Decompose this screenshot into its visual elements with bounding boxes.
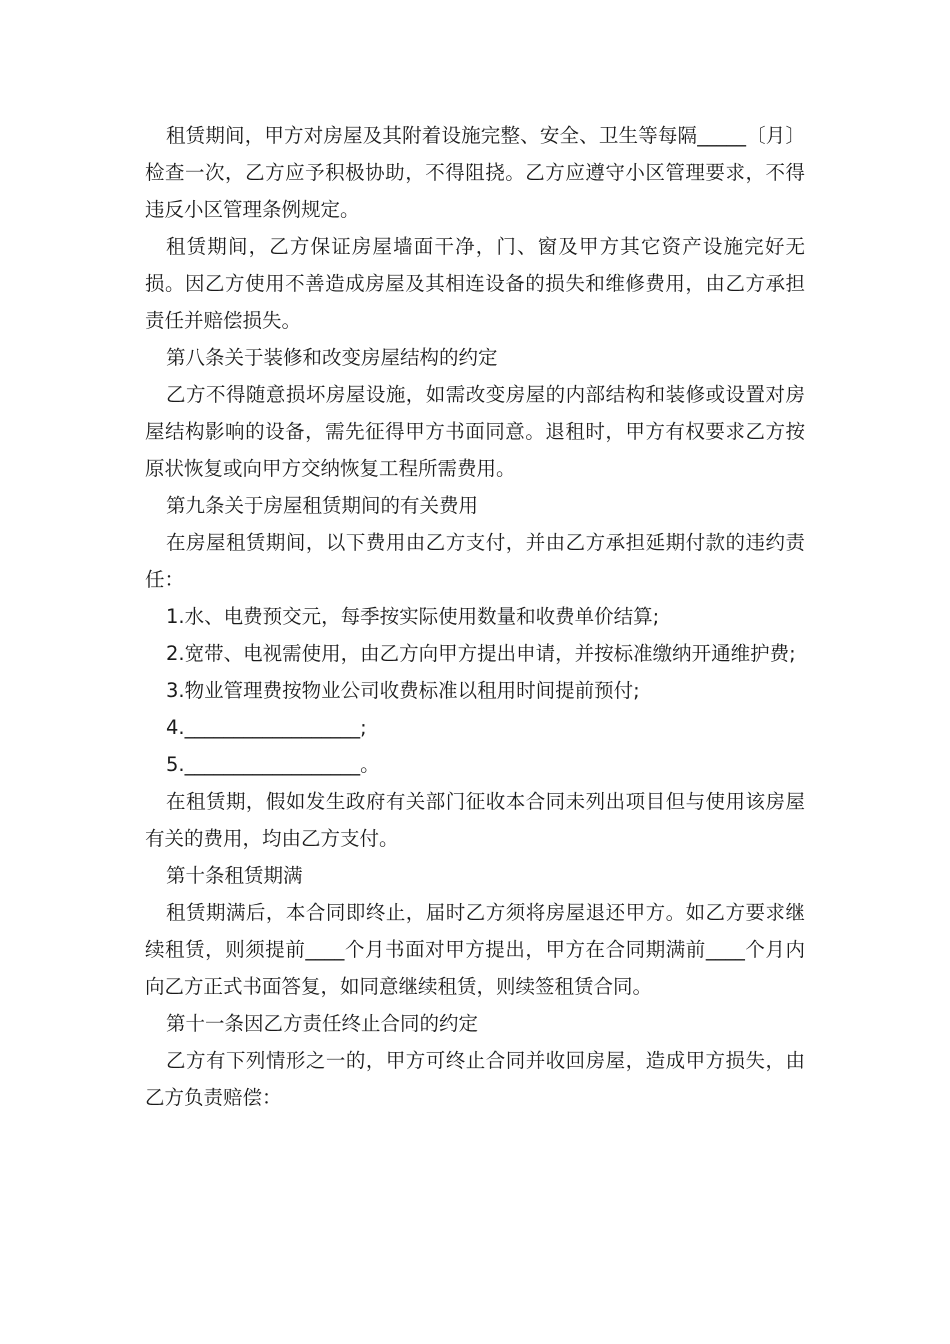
- article-11-heading: 第十一条因乙方责任终止合同的约定: [166, 1012, 479, 1035]
- paragraph-government-fees: 在租赁期，假如发生政府有关部门征收本合同未列出项目但与使用该房屋有关的费用，均由乙方支付。: [145, 790, 805, 850]
- fee-item-2: 2.宽带、电视需使用，由乙方向甲方提出申请，并按标准缴纳开通维护费;: [166, 642, 796, 665]
- document-body: [145, 117, 805, 1116]
- article-10-heading: 第十条租赁期满: [166, 864, 303, 887]
- article-8-heading: 第八条关于装修和改变房屋结构的约定: [166, 346, 498, 369]
- paragraph-termination: 乙方有下列情形之一的，甲方可终止合同并收回房屋，造成甲方损失，由乙方负责赔偿：: [145, 1049, 805, 1109]
- paragraph-renovation: 乙方不得随意损坏房屋设施，如需改变房屋的内部结构和装修或设置对房屋结构影响的设备，需先征得甲方书面同意。退租时，甲方有权要求乙方按原状恢复或向甲方交纳恢复工程所需费用。: [145, 383, 805, 480]
- paragraph-inspection: 租赁期间，甲方对房屋及其附着设施完整、安全、卫生等每隔_____〔月〕检查一次，乙方应予积极协助，不得阻挠。乙方应遵守小区管理要求，不得违反小区管理条例规定。: [145, 124, 805, 221]
- paragraph-maintenance: 租赁期间，乙方保证房屋墙面干净，门、窗及甲方其它资产设施完好无损。因乙方使用不善造成房屋及其相连设备的损失和维修费用，由乙方承担责任并赔偿损失。: [145, 235, 805, 332]
- fee-item-4: 4.__________________;: [166, 716, 367, 739]
- paragraph-fees-intro: 在房屋租赁期间，以下费用由乙方支付，并由乙方承担延期付款的违约责任：: [145, 531, 805, 591]
- paragraph-lease-expiry: 租赁期满后，本合同即终止，届时乙方须将房屋退还甲方。如乙方要求继续租赁，则须提前____个月书面对甲方提出，甲方在合同期满前____个月内向乙方正式书面答复，如同意继续租赁，则续签租赁合同。: [145, 901, 805, 998]
- fee-item-3: 3.物业管理费按物业公司收费标准以租用时间提前预付;: [166, 679, 640, 702]
- article-9-heading: 第九条关于房屋租赁期间的有关费用: [166, 494, 479, 517]
- fee-item-5: 5.__________________。: [166, 753, 380, 776]
- fee-item-1: 1.水、电费预交元，每季按实际使用数量和收费单价结算;: [166, 605, 660, 628]
